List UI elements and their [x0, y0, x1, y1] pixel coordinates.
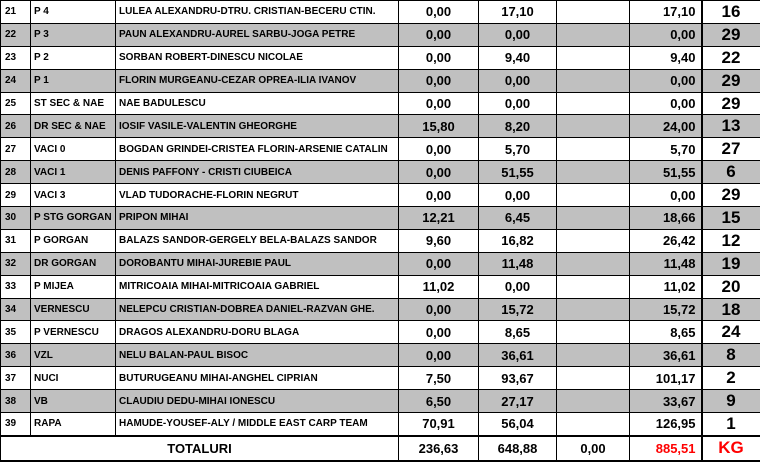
total-cell: 11,02	[630, 275, 702, 298]
row-number: 33	[1, 275, 31, 298]
sector-cell: P 3	[31, 23, 116, 46]
sector-cell: P VERNESCU	[31, 321, 116, 344]
manche-3-cell	[557, 275, 630, 298]
manche-2-cell: 6,45	[479, 207, 557, 230]
totals-manche-2: 648,88	[479, 436, 557, 461]
total-cell: 0,00	[630, 184, 702, 207]
manche-1-cell: 0,00	[399, 252, 479, 275]
manche-1-cell: 9,60	[399, 229, 479, 252]
sector-cell: RAPA	[31, 413, 116, 436]
total-cell: 24,00	[630, 115, 702, 138]
manche-3-cell	[557, 161, 630, 184]
total-cell: 0,00	[630, 69, 702, 92]
manche-3-cell	[557, 298, 630, 321]
place-cell: 19	[702, 252, 760, 275]
manche-1-cell: 0,00	[399, 321, 479, 344]
team-cell: NELEPCU CRISTIAN-DOBREA DANIEL-RAZVAN GHE.	[116, 298, 399, 321]
table-row	[1, 1, 760, 24]
manche-3-cell	[557, 69, 630, 92]
place-cell: 29	[702, 92, 760, 115]
table-row	[1, 161, 760, 184]
manche-3-cell	[557, 138, 630, 161]
manche-3-cell	[557, 92, 630, 115]
manche-1-cell: 0,00	[399, 161, 479, 184]
manche-1-cell: 70,91	[399, 413, 479, 436]
total-cell: 51,55	[630, 161, 702, 184]
table-row	[1, 138, 760, 161]
totals-unit: KG	[702, 436, 760, 461]
place-cell: 12	[702, 229, 760, 252]
manche-1-cell: 0,00	[399, 69, 479, 92]
manche-3-cell	[557, 46, 630, 69]
row-number: 39	[1, 413, 31, 436]
total-cell: 33,67	[630, 390, 702, 413]
row-number: 28	[1, 161, 31, 184]
team-cell: BALAZS SANDOR-GERGELY BELA-BALAZS SANDOR	[116, 229, 399, 252]
team-cell: VLAD TUDORACHE-FLORIN NEGRUT	[116, 184, 399, 207]
manche-3-cell	[557, 344, 630, 367]
team-cell: PRIPON MIHAI	[116, 207, 399, 230]
manche-3-cell	[557, 207, 630, 230]
manche-1-cell: 11,02	[399, 275, 479, 298]
totals-manche-3: 0,00	[557, 436, 630, 461]
sector-cell: P MIJEA	[31, 275, 116, 298]
row-number: 22	[1, 23, 31, 46]
table-row	[1, 115, 760, 138]
place-cell: 29	[702, 184, 760, 207]
sector-cell: P 1	[31, 69, 116, 92]
totals-row	[1, 436, 760, 461]
row-number: 31	[1, 229, 31, 252]
manche-2-cell: 0,00	[479, 275, 557, 298]
manche-3-cell	[557, 321, 630, 344]
totals-label: TOTALURI	[1, 436, 399, 461]
manche-2-cell: 9,40	[479, 46, 557, 69]
manche-1-cell: 0,00	[399, 23, 479, 46]
total-cell: 9,40	[630, 46, 702, 69]
row-number: 23	[1, 46, 31, 69]
total-cell: 0,00	[630, 23, 702, 46]
place-cell: 18	[702, 298, 760, 321]
table-row	[1, 367, 760, 390]
manche-3-cell	[557, 23, 630, 46]
manche-1-cell: 15,80	[399, 115, 479, 138]
row-number: 34	[1, 298, 31, 321]
manche-3-cell	[557, 367, 630, 390]
place-cell: 16	[702, 1, 760, 24]
sector-cell: DR GORGAN	[31, 252, 116, 275]
manche-1-cell: 7,50	[399, 367, 479, 390]
team-cell: NAE BADULESCU	[116, 92, 399, 115]
manche-2-cell: 16,82	[479, 229, 557, 252]
sector-cell: VACI 0	[31, 138, 116, 161]
manche-2-cell: 8,20	[479, 115, 557, 138]
manche-2-cell: 93,67	[479, 367, 557, 390]
total-cell: 5,70	[630, 138, 702, 161]
place-cell: 29	[702, 23, 760, 46]
sector-cell: DR SEC & NAE	[31, 115, 116, 138]
table-row	[1, 46, 760, 69]
total-cell: 11,48	[630, 252, 702, 275]
row-number: 32	[1, 252, 31, 275]
table-row	[1, 92, 760, 115]
table-row	[1, 23, 760, 46]
sector-cell: NUCI	[31, 367, 116, 390]
team-cell: BUTURUGEANU MIHAI-ANGHEL CIPRIAN	[116, 367, 399, 390]
team-cell: SORBAN ROBERT-DINESCU NICOLAE	[116, 46, 399, 69]
sector-cell: ST SEC & NAE	[31, 92, 116, 115]
total-cell: 8,65	[630, 321, 702, 344]
manche-2-cell: 15,72	[479, 298, 557, 321]
manche-1-cell: 0,00	[399, 298, 479, 321]
row-number: 25	[1, 92, 31, 115]
place-cell: 6	[702, 161, 760, 184]
row-number: 27	[1, 138, 31, 161]
manche-1-cell: 0,00	[399, 92, 479, 115]
place-cell: 22	[702, 46, 760, 69]
manche-3-cell	[557, 184, 630, 207]
place-cell: 20	[702, 275, 760, 298]
team-cell: IOSIF VASILE-VALENTIN GHEORGHE	[116, 115, 399, 138]
table-row	[1, 252, 760, 275]
manche-1-cell: 0,00	[399, 138, 479, 161]
table-row	[1, 321, 760, 344]
manche-3-cell	[557, 252, 630, 275]
place-cell: 8	[702, 344, 760, 367]
sector-cell: VB	[31, 390, 116, 413]
manche-2-cell: 51,55	[479, 161, 557, 184]
row-number: 38	[1, 390, 31, 413]
place-cell: 9	[702, 390, 760, 413]
place-cell: 24	[702, 321, 760, 344]
manche-1-cell: 0,00	[399, 184, 479, 207]
manche-2-cell: 0,00	[479, 184, 557, 207]
manche-3-cell	[557, 1, 630, 24]
table-row	[1, 184, 760, 207]
manche-2-cell: 56,04	[479, 413, 557, 436]
table-row	[1, 298, 760, 321]
totals-manche-1: 236,63	[399, 436, 479, 461]
manche-2-cell: 8,65	[479, 321, 557, 344]
team-cell: DOROBANTU MIHAI-JUREBIE PAUL	[116, 252, 399, 275]
table-row	[1, 207, 760, 230]
total-cell: 0,00	[630, 92, 702, 115]
row-number: 37	[1, 367, 31, 390]
manche-1-cell: 0,00	[399, 344, 479, 367]
team-cell: DENIS PAFFONY - CRISTI CIUBEICA	[116, 161, 399, 184]
manche-3-cell	[557, 390, 630, 413]
manche-3-cell	[557, 229, 630, 252]
total-cell: 18,66	[630, 207, 702, 230]
manche-2-cell: 0,00	[479, 69, 557, 92]
sector-cell: VERNESCU	[31, 298, 116, 321]
place-cell: 13	[702, 115, 760, 138]
row-number: 36	[1, 344, 31, 367]
table-row	[1, 390, 760, 413]
manche-1-cell: 6,50	[399, 390, 479, 413]
manche-2-cell: 5,70	[479, 138, 557, 161]
place-cell: 2	[702, 367, 760, 390]
row-number: 26	[1, 115, 31, 138]
total-cell: 17,10	[630, 1, 702, 24]
row-number: 21	[1, 1, 31, 24]
manche-1-cell: 0,00	[399, 46, 479, 69]
team-cell: DRAGOS ALEXANDRU-DORU BLAGA	[116, 321, 399, 344]
table-row	[1, 229, 760, 252]
team-cell: HAMUDE-YOUSEF-ALY / MIDDLE EAST CARP TEAM	[116, 413, 399, 436]
team-cell: MITRICOAIA MIHAI-MITRICOAIA GABRIEL	[116, 275, 399, 298]
total-cell: 126,95	[630, 413, 702, 436]
place-cell: 1	[702, 413, 760, 436]
sector-cell: P 2	[31, 46, 116, 69]
manche-2-cell: 27,17	[479, 390, 557, 413]
team-cell: CLAUDIU DEDU-MIHAI IONESCU	[116, 390, 399, 413]
manche-1-cell: 12,21	[399, 207, 479, 230]
manche-3-cell	[557, 413, 630, 436]
team-cell: PAUN ALEXANDRU-AUREL SARBU-JOGA PETRE	[116, 23, 399, 46]
row-number: 24	[1, 69, 31, 92]
table-row	[1, 344, 760, 367]
table-row	[1, 413, 760, 436]
manche-2-cell: 36,61	[479, 344, 557, 367]
manche-1-cell: 0,00	[399, 1, 479, 24]
sector-cell: P 4	[31, 1, 116, 24]
total-cell: 15,72	[630, 298, 702, 321]
team-cell: NELU BALAN-PAUL BISOC	[116, 344, 399, 367]
manche-2-cell: 11,48	[479, 252, 557, 275]
total-cell: 101,17	[630, 367, 702, 390]
place-cell: 27	[702, 138, 760, 161]
total-cell: 26,42	[630, 229, 702, 252]
totals-grand-total: 885,51	[630, 436, 702, 461]
manche-2-cell: 0,00	[479, 23, 557, 46]
sector-cell: VACI 3	[31, 184, 116, 207]
place-cell: 15	[702, 207, 760, 230]
sector-cell: P STG GORGAN	[31, 207, 116, 230]
team-cell: BOGDAN GRINDEI-CRISTEA FLORIN-ARSENIE CATALIN	[116, 138, 399, 161]
table-row	[1, 275, 760, 298]
manche-3-cell	[557, 115, 630, 138]
row-number: 35	[1, 321, 31, 344]
row-number: 29	[1, 184, 31, 207]
team-cell: LULEA ALEXANDRU-DTRU. CRISTIAN-BECERU CTIN.	[116, 1, 399, 24]
sector-cell: VACI 1	[31, 161, 116, 184]
manche-2-cell: 17,10	[479, 1, 557, 24]
sector-cell: P GORGAN	[31, 229, 116, 252]
table-row	[1, 69, 760, 92]
manche-2-cell: 0,00	[479, 92, 557, 115]
row-number: 30	[1, 207, 31, 230]
sector-cell: VZL	[31, 344, 116, 367]
table-body	[1, 1, 760, 436]
team-cell: FLORIN MURGEANU-CEZAR OPREA-ILIA IVANOV	[116, 69, 399, 92]
place-cell: 29	[702, 69, 760, 92]
total-cell: 36,61	[630, 344, 702, 367]
